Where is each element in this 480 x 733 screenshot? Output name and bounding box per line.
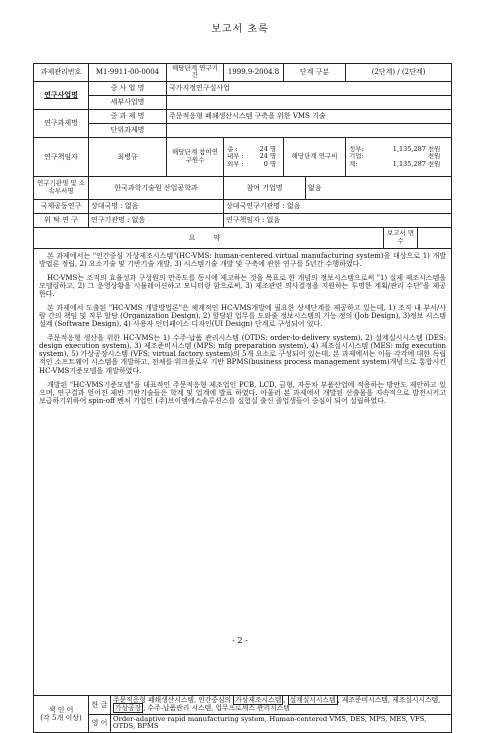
- summary-label: 요 약: [34, 227, 384, 248]
- delegate-person-value: 없음: [266, 216, 281, 225]
- institution-name: 한국과학기술원 산업공학과: [89, 176, 224, 199]
- document-title: 보고서 초록: [211, 24, 269, 35]
- country-label: 상대국명 :: [91, 202, 123, 211]
- page-number: - 2 -: [232, 636, 248, 645]
- row-sub-program: [34, 95, 452, 109]
- budget-label: 해당단계 연구비: [284, 137, 346, 176]
- keyword: 가상제조시스템: [235, 695, 282, 704]
- keyword: 가상공장: [115, 703, 142, 712]
- row-project-no: [34, 64, 452, 82]
- researcher-name: 최병규: [89, 137, 167, 176]
- program-middle-label: 중 사 업 명: [89, 81, 167, 95]
- gov-value: 1,135,287: [392, 145, 426, 153]
- project-no-value: M1-9911-00-0004: [89, 64, 167, 82]
- pages-label: 보고서 면수: [384, 227, 418, 248]
- delegate-person-label: 연구책임자 :: [226, 216, 265, 225]
- participant-counts: [224, 137, 284, 176]
- intl-inst-value: 없음: [286, 202, 301, 211]
- keyword: 주문적응형 폐쇄생산시스템: [113, 695, 194, 704]
- row-program: [34, 81, 452, 95]
- keywords-ko-value: 주문적응형 폐쇄생산시스템, 인간중심의 가상제조시스템 , 설계실시시스템 , 제조준비시스템, 제조실시시스템, 가상공장 , 수주-납품관리 시스템, 업무프로세스 관리시스템: [111, 695, 452, 714]
- summary-paragraph: 주문적응형 생산을 위한 HC-VMS는 1) 수주-납품 관리시스템 (OTDS: order-to-delivery system), 2) 설계실시시스템 (DES: design execution system), 3) 제조준비시스템 (MPS: mfg preparation system), 4) 제조실시시스템 (MES: mfg execution system), 5) 가상공장시스템 (VFS: virtual factory system)의 5개 요소로 구성되어 있는데, 본 과제에서는 이들 각각에 대한 독립적인 소프트웨어 시스템을 개발하고, 전체를 워크플로우 기반 BPMS(business process management system)개념으로 통합시킨 HC-VMS기준모델을 개발하였다.: [39, 334, 447, 375]
- partner-label: 참여 기업명: [224, 176, 306, 199]
- summary-paragraph: 본 과제에서 도출된 "HC-VMS 개발방법론"은 체계적인 HC-VMS개발에 필요한 상세단계를 제공하고 있는데, 1) 조직 내 부서/사람 간의 책임 및 직무 할당 (Organization Design), 2) 할당된 업무를 도와줄 정보시스템의 기능 정의 (Job Design), 3)정보 시스템 설계 (Software Design), 4) 사용자 인터페이스 디자인(UI Design) 단계로 구성되어 있다.: [39, 304, 447, 329]
- intl-inst-label: 상대국연구기관명 :: [226, 202, 285, 211]
- summary-paragraph: HC-VMS는 조직의 효율성과 구성원의 만족도를 동시에 제고하는 것을 목표로 한 개념의 정보시스템으로써 "1) 실제 제조시스템을 모델링하고, 2) 그 운영상황을 시뮬레이션하고 모니터링 함으로써, 3) 제조관련 의사결정을 지원하는 투명한 계획/관리 수단"을 제공한다.: [39, 274, 447, 299]
- keyword: 설계실시시스템: [289, 695, 336, 704]
- intl-inst: [224, 199, 452, 213]
- gov-label: 정부:: [349, 145, 364, 153]
- sum-label: 계:: [349, 160, 358, 168]
- row-topic: [34, 109, 452, 123]
- keyword: 업무프로세스 관리시스템: [215, 703, 290, 712]
- stage-period-label: 해당단계 연구기간: [167, 64, 224, 82]
- unit-label: 명: [269, 145, 277, 153]
- currency-label: 천원: [427, 145, 441, 153]
- pages-value: [418, 227, 452, 248]
- keywords-en-value: Order-adaptive rapid manufacturing system, Human-centered VMS, DES, MPS, MES, VFS, OTDS, BPMS: [111, 714, 452, 733]
- topic-unit-label: 단위과제명: [89, 123, 167, 137]
- delegate-inst-value: 없음: [131, 216, 146, 225]
- researcher-label: 연구책임자: [34, 137, 89, 176]
- inner-label: 내부 :: [227, 153, 244, 161]
- ind-value: [374, 153, 427, 160]
- row-unit-topic: [34, 123, 452, 137]
- topic-unit-value: [167, 123, 452, 137]
- partner-value: 없음: [306, 176, 452, 199]
- summary-body: [34, 248, 452, 695]
- summary-paragraph: 본 과제에서는 "인간중심 가상제조시스템"(HC-VMS: human-centered virtual manufacturing system)을 대상으로 1) 개발방법론 정립, 2) 요소기술 및 기반기술 개발, 3) 시스템기술 개발 및 구축에 관한 연구를 5년간 수행하였다.: [39, 251, 447, 268]
- topic-middle-label: 중 과 제 명: [89, 109, 167, 123]
- project-no-label: 과제관리번호: [34, 64, 89, 82]
- summary-paragraph: 개발된 "HC-VMS기준모델"을 대표적인 주문적응형 제조업인 PCB, LCD, 금형, 자동차 부품산업에 적용하는 방안도 제안하고 있으며, 연구결과 얻어진 제반 기반기술들은 학계 및 업계에 발표 하였다. 아울러 본 과제에서 개발된 산출물을 지속적으로 발전시키고 보급하기위하여 spin-off 벤처 기업인 (주)브이엠에스솔루션스를 실험실 출신 졸업생들이 중심이 되어 설립하였다.: [39, 380, 447, 405]
- outer-value: 0: [263, 160, 268, 168]
- total-label: 총 :: [227, 145, 238, 153]
- keywords-sublabel: (각 5개 이상): [40, 714, 82, 723]
- outer-label: 외부 :: [227, 160, 244, 168]
- delegate-inst-label: 연구기관명 :: [91, 216, 130, 225]
- program-label: 연구사업명: [34, 81, 89, 109]
- row-intl: [34, 199, 452, 213]
- currency-label: 천원: [427, 160, 441, 168]
- total-value: 24: [259, 145, 268, 153]
- stage-value: (2단계) / (2단계): [346, 64, 452, 82]
- row-researcher: [34, 137, 452, 176]
- keyword: 제조준비시스템: [341, 695, 388, 704]
- row-summary-body: [34, 248, 452, 695]
- unit-label: 명: [269, 160, 277, 168]
- keyword: 수주-납품관리 시스템: [147, 703, 212, 712]
- topic-label: 연구과제명: [34, 109, 89, 137]
- delegate-label: 위 탁 연 구: [34, 213, 89, 227]
- program-sub-value: [167, 95, 452, 109]
- abstract-table: [33, 63, 452, 733]
- row-keywords-en: [34, 714, 452, 733]
- institution-label: 연구기관명 및 소속부서명: [34, 176, 89, 199]
- row-keywords-ko: [34, 695, 452, 714]
- keywords-en-label: 영 어: [89, 714, 111, 733]
- period-value: 1999.9-2004.8: [224, 64, 284, 82]
- keywords-label: 색 인 어: [48, 706, 74, 715]
- sum-value: 1,135,287: [392, 160, 426, 168]
- country-value: 없음: [124, 202, 139, 211]
- row-delegate: [34, 213, 452, 227]
- program-middle-value: 국가지정연구실사업: [167, 81, 452, 95]
- participant-count-label: 해당단계 참여연구원수: [167, 137, 224, 176]
- keyword: 제조실시시스템: [392, 695, 439, 704]
- program-sub-label: 세부사업명: [89, 95, 167, 109]
- unit-label: 명: [269, 153, 277, 161]
- delegate-person: [224, 213, 452, 227]
- currency-label: 천원: [427, 153, 441, 161]
- stage-class-label: 단계 구분: [284, 64, 346, 82]
- keyword: 인간중심의: [198, 695, 232, 704]
- inner-value: 24: [259, 153, 268, 161]
- topic-middle-value: 주문적응형 폐쇄생산시스템 구축을 위한 VMS 기술: [167, 109, 452, 123]
- ind-label: 기업:: [349, 153, 364, 161]
- budget-values: [346, 137, 452, 176]
- row-institution: [34, 176, 452, 199]
- intl-country: [89, 199, 224, 213]
- intl-label: 국제공동연구: [34, 199, 89, 213]
- row-summary-header: [34, 227, 452, 248]
- keywords-ko-label: 한 글: [89, 695, 111, 714]
- keywords-label-cell: [34, 695, 89, 732]
- delegate-inst: [89, 213, 224, 227]
